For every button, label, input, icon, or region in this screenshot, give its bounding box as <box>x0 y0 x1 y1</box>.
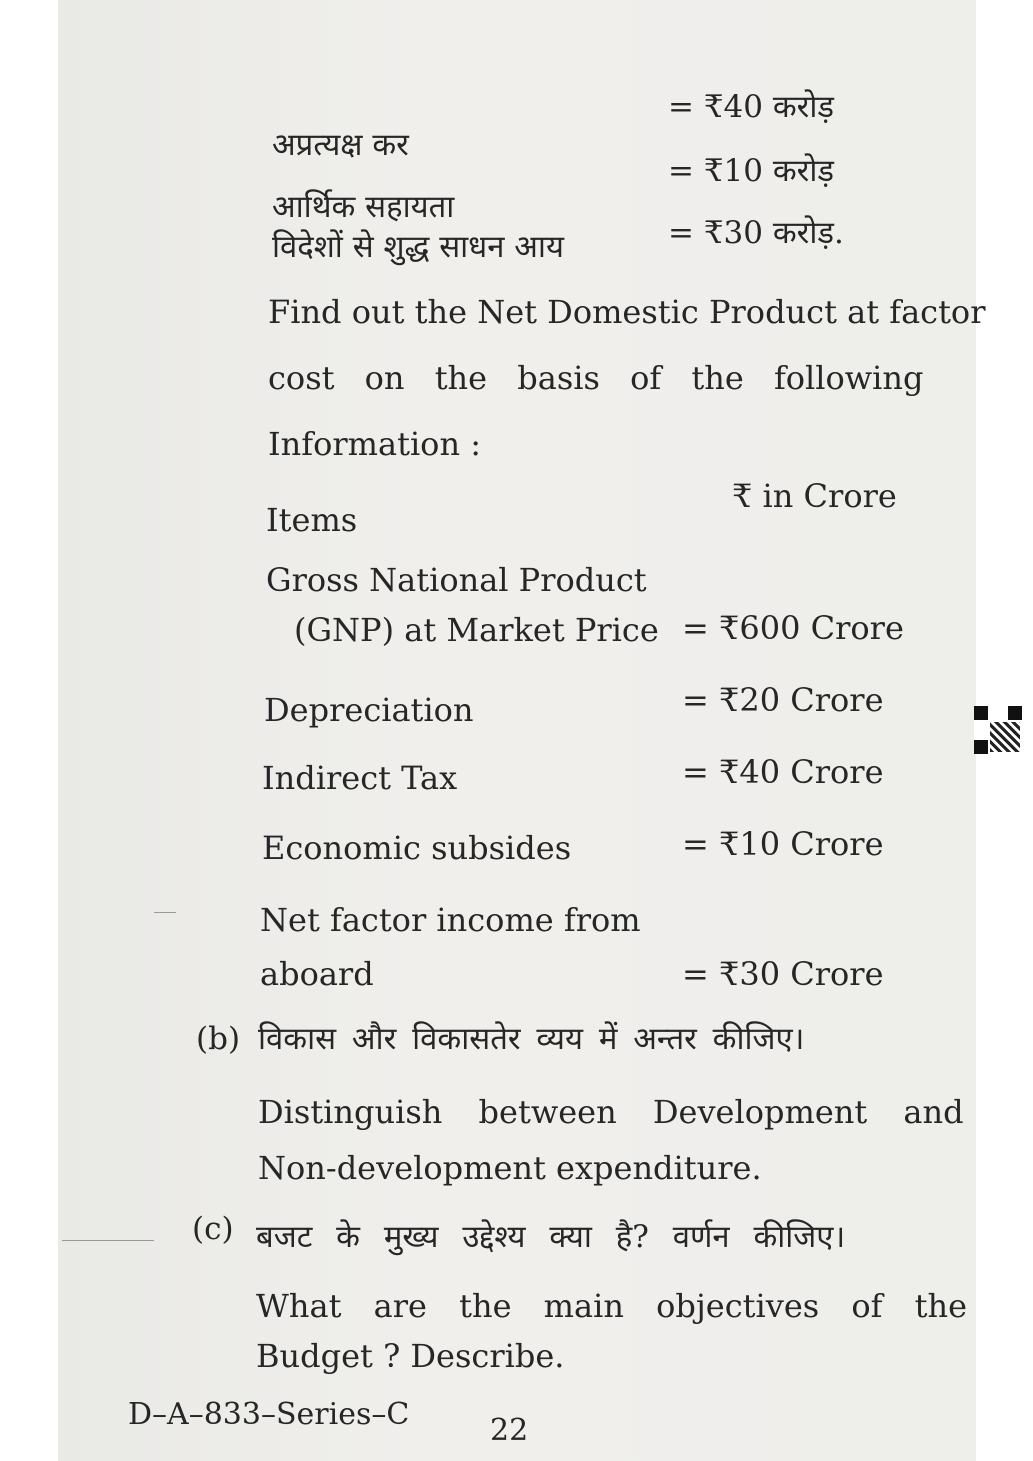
unit-header: ₹ in Crore <box>732 477 897 515</box>
row-indirect-tax-value: = ₹40 Crore <box>682 753 884 791</box>
row-gnp-label2: (GNP) at Market Price <box>294 611 659 649</box>
hindi-label-2: आर्थिक सहायता <box>272 189 455 225</box>
page-number: 22 <box>490 1413 529 1448</box>
row-subsidies-label: Economic subsides <box>262 829 572 867</box>
question-a-line1: Find out the Net Domestic Product at factor <box>268 293 986 331</box>
question-c-english-line1: What are the main objectives of the <box>256 1287 968 1325</box>
row-subsidies-value: = ₹10 Crore <box>682 825 884 863</box>
qr-code <box>974 706 1022 754</box>
row-nfia-value: = ₹30 Crore <box>682 955 884 993</box>
row-gnp-value: = ₹600 Crore <box>682 609 904 647</box>
question-b-hindi: विकास और विकासतेर व्यय में अन्तर कीजिए। <box>258 1021 805 1057</box>
row-nfia-label1: Net factor income from <box>260 901 641 939</box>
hindi-value-1: = ₹40 करोड़ <box>668 89 834 125</box>
series-code: D–A–833–Series–C <box>128 1397 410 1432</box>
items-header: Items <box>266 501 358 539</box>
question-c-english-line2: Budget ? Describe. <box>256 1337 565 1375</box>
row-indirect-tax-label: Indirect Tax <box>262 759 458 797</box>
row-gnp-label1: Gross National Product <box>266 561 647 599</box>
question-a-line2: cost on the basis of the following <box>268 359 924 397</box>
stray-mark <box>154 912 176 913</box>
row-depreciation-value: = ₹20 Crore <box>682 681 884 719</box>
row-depreciation-label: Depreciation <box>264 691 474 729</box>
question-a-line3: Information : <box>268 425 481 463</box>
question-b-marker: (b) <box>196 1021 241 1057</box>
row-nfia-label2: aboard <box>260 955 374 993</box>
question-b-english-line1: Distinguish between Development and <box>258 1093 964 1131</box>
stray-mark <box>62 1240 154 1241</box>
hindi-value-3: = ₹30 करोड़. <box>668 215 844 251</box>
hindi-label-3: विदेशों से शुद्ध साधन आय <box>272 229 564 265</box>
question-c-hindi: बजट के मुख्य उद्देश्य क्या है? वर्णन कीजिए। <box>256 1219 846 1255</box>
question-c-marker: (c) <box>192 1211 234 1247</box>
hindi-value-2: = ₹10 करोड़ <box>668 153 834 189</box>
question-b-english-line2: Non-development expenditure. <box>258 1149 762 1187</box>
hindi-label-1: अप्रत्यक्ष कर <box>272 127 409 163</box>
